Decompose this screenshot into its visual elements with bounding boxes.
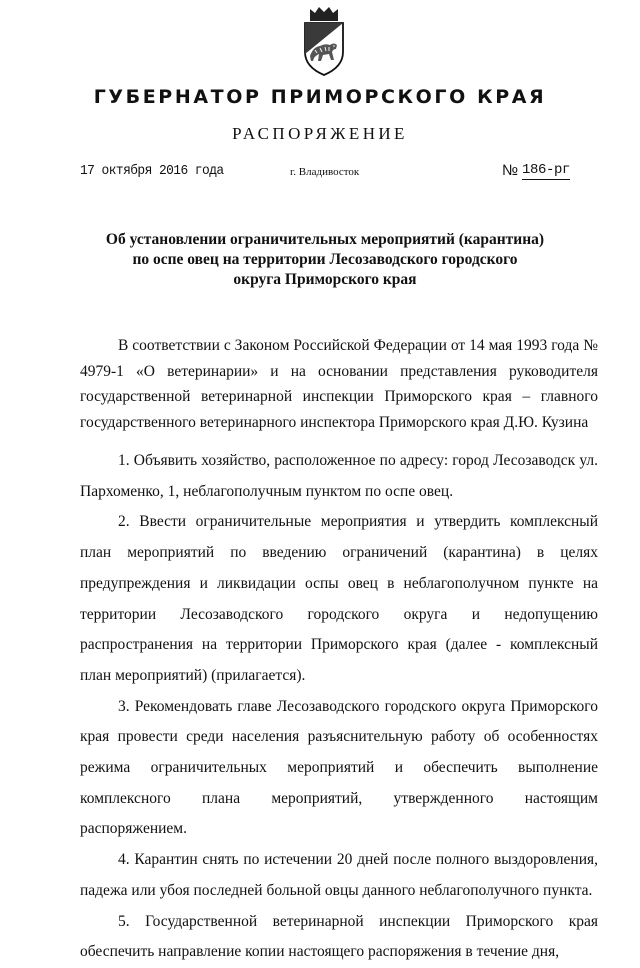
- document-title: [90, 230, 560, 290]
- document-date: 17 октября 2016 года: [80, 163, 224, 179]
- item-paragraph-4: 4. Карантин снять по истечении 20 дней после полного выздоровления, падежа или убоя последней больной овцы данного неблагополучного пункта.: [80, 851, 598, 899]
- coat-of-arms-icon: [301, 4, 347, 78]
- item-paragraph-1: 1. Объявить хозяйство, расположенное по адресу: город Лесозаводск ул. Пархоменко, 1, неблагополучным пунктом по оспе овец.: [80, 452, 598, 500]
- document-number: 186-рг: [522, 162, 571, 178]
- title-line: по оспе овец на территории Лесозаводского городского: [132, 251, 518, 268]
- item-paragraph-2: 2. Ввести ограничительные мероприятия и утвердить комплексный план мероприятий по введению ограничений (карантина) в целях предупреждения и ликвидации оспы овец в неблагополучном пункте на территории Лесозаводского городского округа и недопущению распространения на территории Приморского края (далее - комплексный план мероприятий) (прилагается).: [80, 513, 598, 684]
- document-type: РАСПОРЯЖЕНИЕ: [232, 124, 408, 143]
- title-line: Об установлении ограничительных мероприятий (карантина): [105, 231, 545, 248]
- preamble-paragraph: В соответствии с Законом Российской Федерации от 14 мая 1993 года № 4979-1 «О ветеринарии» и на основании представления руководителя государственной ветеринарной инспекции Приморского края – главного государственного ветеринарного инспектора Приморского края Д.Ю. Кузина: [80, 337, 598, 431]
- governor-title: ГУБЕРНАТОР ПРИМОРСКОГО КРАЯ: [93, 86, 547, 108]
- document-place: г. Владивосток: [290, 166, 360, 178]
- number-sign: №: [502, 162, 519, 179]
- title-line: округа Приморского края: [233, 271, 417, 288]
- document-body: [80, 333, 598, 968]
- item-paragraph-5: 5. Государственной ветеринарной инспекции Приморского края обеспечить направление копии настоящего распоряжения в течение дня,: [80, 912, 598, 961]
- item-paragraph-3: 3. Рекомендовать главе Лесозаводского городского округа Приморского края провести среди населения разъяснительную работу об особенностях режима ограничительных мероприятий и обеспечить выполнение комплексного плана мероприятий, утвержденного настоящим распоряжением.: [80, 697, 598, 838]
